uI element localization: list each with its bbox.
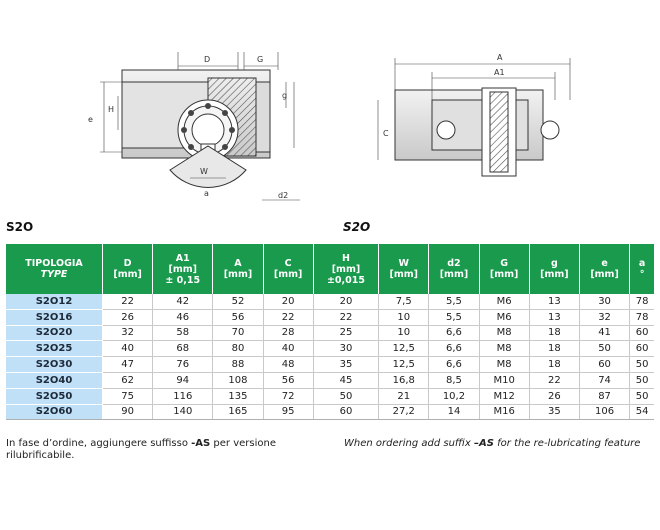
label-g: g [282, 91, 288, 100]
table-cell: M12 [479, 388, 529, 404]
header-g: g [mm] [529, 244, 579, 294]
table-cell: 94 [153, 372, 213, 388]
table-row [6, 357, 654, 373]
table-cell: M16 [479, 404, 529, 420]
label-D: D [204, 55, 211, 64]
section-title-it: S2O [6, 220, 34, 234]
table-cell: 8,5 [429, 372, 479, 388]
table-cell: 50 [630, 388, 654, 404]
label-A1: A1 [494, 68, 505, 77]
table-cell: 18 [529, 357, 579, 373]
type-cell: S2O12 [6, 294, 103, 309]
section-title-en: S2O [343, 220, 371, 234]
header-A1: A1 [mm] ± 0,15 [153, 244, 213, 294]
table-cell: M6 [479, 309, 529, 325]
table-cell: 50 [630, 357, 654, 373]
table-cell: M8 [479, 357, 529, 373]
table-cell: 16,8 [379, 372, 429, 388]
table-cell: 30 [579, 294, 629, 309]
table-cell: 10 [379, 325, 429, 341]
table-cell: 32 [103, 325, 153, 341]
table-row [6, 404, 654, 420]
table-cell: 22 [103, 294, 153, 309]
table-cell: 52 [213, 294, 263, 309]
type-cell: S2O50 [6, 388, 103, 404]
type-cell: S2O30 [6, 357, 103, 373]
type-cell: S2O16 [6, 309, 103, 325]
table-cell: 26 [529, 388, 579, 404]
label-e: e [88, 115, 93, 124]
table-row [6, 294, 654, 309]
table-row [6, 341, 654, 357]
table-cell: 40 [263, 341, 313, 357]
table-cell: 28 [263, 325, 313, 341]
table-cell: M6 [479, 294, 529, 309]
table-cell: 68 [153, 341, 213, 357]
table-cell: 70 [213, 325, 263, 341]
table-cell: 60 [313, 404, 378, 420]
table-cell: 140 [153, 404, 213, 420]
table-cell: 116 [153, 388, 213, 404]
table-cell: 62 [103, 372, 153, 388]
table-cell: 20 [263, 294, 313, 309]
header-W: W [mm] [379, 244, 429, 294]
technical-drawings [0, 0, 660, 215]
table-cell: 10,2 [429, 388, 479, 404]
spec-table [6, 244, 654, 420]
table-cell: M10 [479, 372, 529, 388]
table-cell: 22 [529, 372, 579, 388]
table-cell: 18 [529, 325, 579, 341]
table-cell: 54 [630, 404, 654, 420]
table-cell: 18 [529, 341, 579, 357]
table-cell: 5,5 [429, 309, 479, 325]
table-cell: 56 [213, 309, 263, 325]
header-A: A [mm] [213, 244, 263, 294]
table-cell: 45 [313, 372, 378, 388]
table-cell: 108 [213, 372, 263, 388]
table-cell: 106 [579, 404, 629, 420]
table-cell: 60 [579, 357, 629, 373]
table-cell: 40 [103, 341, 153, 357]
table-cell: 30 [313, 341, 378, 357]
order-note-en: When ordering add suffix –AS for the re-lubricating feature [344, 438, 641, 449]
label-A: A [497, 53, 503, 62]
table-row [6, 325, 654, 341]
table-cell: 60 [630, 325, 654, 341]
header-D: D [mm] [103, 244, 153, 294]
header-type: TIPOLOGIA TYPE [6, 244, 103, 294]
label-d2: d2 [278, 191, 289, 200]
table-cell: 75 [103, 388, 153, 404]
table-cell: 50 [630, 372, 654, 388]
table-cell: 22 [313, 309, 378, 325]
table-cell: 56 [263, 372, 313, 388]
table-cell: 60 [630, 341, 654, 357]
spec-table-body [6, 294, 654, 420]
type-cell: S2O25 [6, 341, 103, 357]
table-cell: 6,6 [429, 357, 479, 373]
table-cell: 48 [263, 357, 313, 373]
table-cell: 22 [263, 309, 313, 325]
table-cell: 21 [379, 388, 429, 404]
table-cell: 10 [379, 309, 429, 325]
table-cell: 25 [313, 325, 378, 341]
table-cell: 32 [579, 309, 629, 325]
header-row [6, 244, 654, 294]
header-H: H [mm] ±0,015 [313, 244, 378, 294]
table-cell: 74 [579, 372, 629, 388]
table-cell: 13 [529, 294, 579, 309]
table-cell: 58 [153, 325, 213, 341]
table-row [6, 372, 654, 388]
table-cell: 72 [263, 388, 313, 404]
table-cell: 50 [313, 388, 378, 404]
table-cell: 14 [429, 404, 479, 420]
table-cell: 41 [579, 325, 629, 341]
table-cell: 6,6 [429, 341, 479, 357]
table-cell: 47 [103, 357, 153, 373]
header-G: G [mm] [479, 244, 529, 294]
table-cell: M8 [479, 341, 529, 357]
table-cell: 90 [103, 404, 153, 420]
table-row [6, 309, 654, 325]
type-cell: S2O40 [6, 372, 103, 388]
table-cell: 78 [630, 294, 654, 309]
table-cell: 35 [313, 357, 378, 373]
table-cell: 135 [213, 388, 263, 404]
table-cell: 7,5 [379, 294, 429, 309]
table-cell: 13 [529, 309, 579, 325]
table-cell: 46 [153, 309, 213, 325]
table-cell: 5,5 [429, 294, 479, 309]
table-row [6, 388, 654, 404]
header-C: C [mm] [263, 244, 313, 294]
type-cell: S2O60 [6, 404, 103, 420]
header-a: a ° [630, 244, 654, 294]
order-note-it: In fase d’ordine, aggiungere suffisso -AS per versione rilubrificabile. [6, 438, 276, 461]
label-G: G [257, 55, 264, 64]
table-cell: 12,5 [379, 341, 429, 357]
table-cell: M8 [479, 325, 529, 341]
table-cell: 27,2 [379, 404, 429, 420]
table-cell: 26 [103, 309, 153, 325]
table-cell: 87 [579, 388, 629, 404]
label-H: H [108, 105, 115, 114]
table-cell: 165 [213, 404, 263, 420]
header-d2: d2 [mm] [429, 244, 479, 294]
table-cell: 76 [153, 357, 213, 373]
table-cell: 6,6 [429, 325, 479, 341]
table-cell: 12,5 [379, 357, 429, 373]
label-W: W [200, 167, 208, 176]
table-cell: 95 [263, 404, 313, 420]
front-view [378, 58, 570, 176]
label-C: C [383, 129, 389, 138]
table-cell: 88 [213, 357, 263, 373]
label-a: a [204, 189, 209, 198]
side-section-view [100, 52, 300, 200]
table-cell: 35 [529, 404, 579, 420]
header-e: e [mm] [579, 244, 629, 294]
table-cell: 78 [630, 309, 654, 325]
table-cell: 50 [579, 341, 629, 357]
table-cell: 80 [213, 341, 263, 357]
table-cell: 42 [153, 294, 213, 309]
type-cell: S2O20 [6, 325, 103, 341]
table-cell: 20 [313, 294, 378, 309]
